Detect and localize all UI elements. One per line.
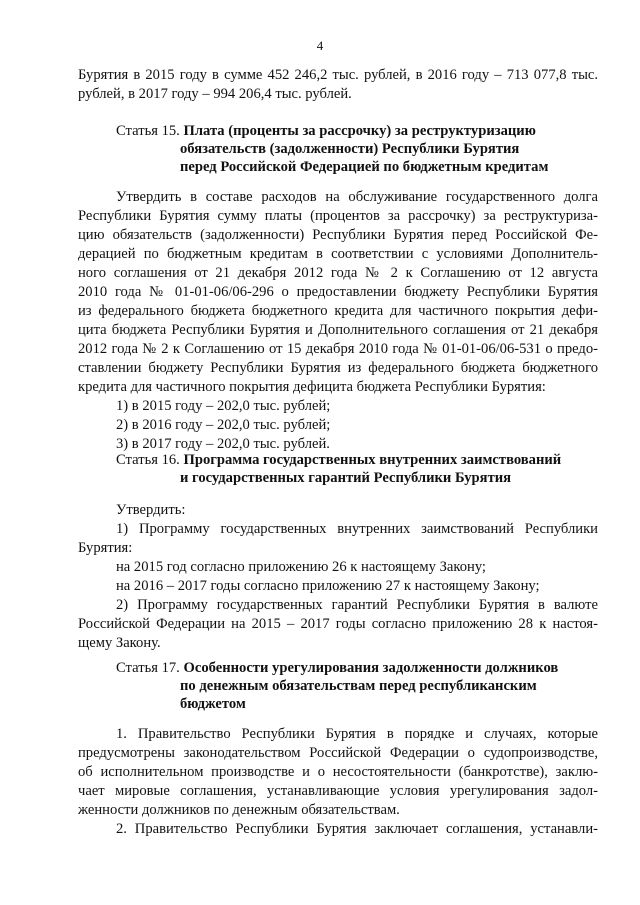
article-title-line: Программа государственных внутренних заимствований xyxy=(183,452,562,468)
text-line: 2) Программу государственных гарантий Республики Бурятия в валюте xyxy=(116,597,598,613)
article-title-line: обязательств (задолженности) Республики Бурятия xyxy=(180,141,520,157)
text-line: об исполнительном производстве и о несостоятельности (банкротстве), заклю- xyxy=(78,764,598,780)
intro-paragraph xyxy=(78,66,598,104)
article-title-line: бюджетом xyxy=(180,696,246,712)
article-17-heading xyxy=(116,659,558,713)
text-line: чает мировые соглашения, устанавливающие условия урегулирования задол- xyxy=(78,783,598,799)
text-line: 2. Правительство Республики Бурятия заключает соглашения, устанавли- xyxy=(116,821,598,837)
text-line: Утвердить: xyxy=(116,502,186,518)
text-line: Республики Бурятия сумму платы (процентов за рассрочку) за реструктуриза- xyxy=(78,208,598,224)
article-15-heading xyxy=(116,122,548,176)
text-line: ставлении бюджету Республики Бурятия из федерального бюджета бюджетного xyxy=(78,360,598,376)
text-line: щему Закону. xyxy=(78,635,161,651)
article-prefix: Статья 17. xyxy=(116,660,180,676)
text-line: рублей, в 2017 году – 994 206,4 тыс. рублей. xyxy=(78,86,352,102)
text-line: 2012 года № 2 к Соглашению от 15 декабря 2010 года № 01-01-06/06-531 о предо- xyxy=(78,341,598,357)
text-line: цита бюджета Республики Бурятия и Дополнительного соглашения от 21 декабря xyxy=(78,322,598,338)
text-line: Бурятия в 2015 году в сумме 452 246,2 тыс. рублей, в 2016 году – 713 077,8 тыс. xyxy=(78,67,598,83)
text-line: Российской Федерации на 2015 – 2017 годы согласно приложению 28 к настоя- xyxy=(78,616,598,632)
text-line: 1) Программу государственных внутренних заимствований Республики xyxy=(116,521,598,537)
list-item: на 2015 год согласно приложению 26 к настоящему Закону; xyxy=(116,559,486,575)
page-number: 4 xyxy=(316,38,324,53)
text-line: Утвердить в составе расходов на обслуживание государственного долга xyxy=(116,189,598,205)
article-prefix: Статья 15. xyxy=(116,123,180,139)
text-line: предусмотрены законодательством Российской Федерации о судопроизводстве, xyxy=(78,745,598,761)
text-line: цию обязательств (задолженности) Республики Бурятия перед Российской Фе- xyxy=(78,227,598,243)
article-title-line: по денежным обязательствам перед республиканским xyxy=(180,678,537,694)
text-line: женности должников по денежным обязательствам. xyxy=(78,802,400,818)
article-17-body xyxy=(78,725,598,839)
list-item: 1) в 2015 году – 202,0 тыс. рублей; xyxy=(116,398,331,414)
text-line: Бурятия: xyxy=(78,540,133,556)
article-16-heading xyxy=(116,451,561,487)
text-line: 2010 года № 01-01-06/06-296 о предоставлении бюджету Республики Бурятия xyxy=(78,284,598,300)
text-line: ного соглашения от 21 декабря 2012 года № 2 к Соглашению от 12 августа xyxy=(78,265,598,281)
text-line: дерацией по бюджетным кредитам в соответствии с условиями Дополнитель- xyxy=(78,246,598,262)
text-line: из федерального бюджета бюджетного кредита для частичного покрытия дефи- xyxy=(78,303,598,319)
list-item: 2) в 2016 году – 202,0 тыс. рублей; xyxy=(116,417,331,433)
article-title-line: Особенности урегулирования задолженности должников xyxy=(183,660,559,676)
text-line: кредита для частичного покрытия дефицита бюджета Республики Бурятия: xyxy=(78,379,546,395)
text-line: 1. Правительство Республики Бурятия в порядке и случаях, которые xyxy=(116,726,598,742)
list-item: 3) в 2017 году – 202,0 тыс. рублей. xyxy=(116,436,330,452)
article-16-body xyxy=(78,501,598,653)
article-title-line: и государственных гарантий Республики Бурятия xyxy=(180,470,512,486)
list-item: на 2016 – 2017 годы согласно приложению 27 к настоящему Закону; xyxy=(116,578,540,594)
article-title-line: Плата (проценты за рассрочку) за реструктуризацию xyxy=(183,123,536,139)
article-title-line: перед Российской Федерацией по бюджетным кредитам xyxy=(180,159,549,175)
article-prefix: Статья 16. xyxy=(116,452,180,468)
article-15-body xyxy=(78,188,598,454)
